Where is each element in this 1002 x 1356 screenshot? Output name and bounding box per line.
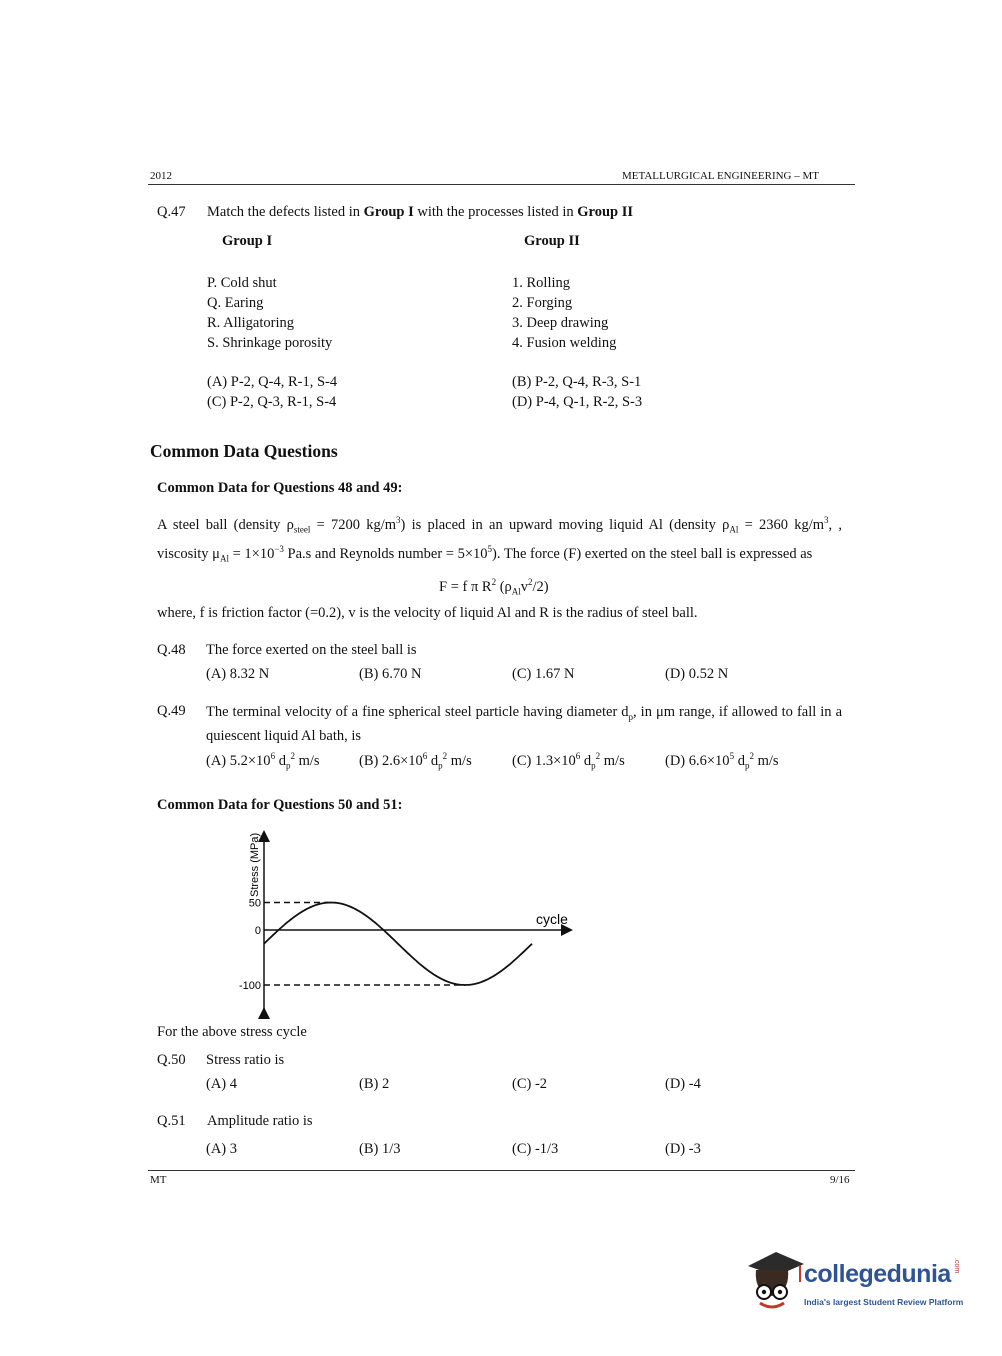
collegedunia-logo: [742, 1248, 972, 1318]
footer-rule: [148, 1170, 855, 1171]
header-year: 2012: [150, 170, 172, 182]
q49-option-a: (A) $5.2\times 10^6$ $d_p^2$ m/s: [206, 751, 320, 771]
q47-option-a: (A) P-2, Q-4, R-1, S-4: [207, 374, 338, 390]
group-1-list: [207, 273, 332, 353]
q49-option-d: (D) $6.6\times 10^5$ $d_p^2$ m/s: [665, 751, 779, 771]
header-paper-title: METALLURGICAL ENGINEERING – MT: [622, 170, 819, 182]
q49-stem: The terminal velocity of a fine spherical steel particle having diameter $d_p$, in μm range, if allowed to fall in a quiescent liquid Al bath, is: [206, 704, 842, 744]
q49-option-c: (C) $1.3\times 10^6$ $d_p^2$ m/s: [512, 751, 625, 771]
q49-number: Q.49: [157, 703, 186, 719]
q47-option-d: (D) P-4, Q-1, R-2, S-3: [512, 394, 643, 410]
q47-option-b: (B) P-2, Q-4, R-3, S-1: [512, 374, 642, 390]
force-formula: F = f π $R^2$ $(\rho_{Al}v^2/2)$: [439, 577, 549, 597]
q48-option-d: (D) 0.52 N: [665, 666, 729, 682]
q47-stem: Match the defects listed in Group I with the processes listed in Group II: [207, 204, 634, 220]
q50-stem: Stress ratio is: [206, 1052, 285, 1068]
q51-stem: Amplitude ratio is: [207, 1113, 313, 1129]
footer-page-number: 9/16: [830, 1174, 850, 1186]
q48-option-c: (C) 1.67 N: [512, 666, 575, 682]
q50-number: Q.50: [157, 1052, 186, 1068]
group-1-item: S. Shrinkage porosity: [207, 335, 333, 351]
q51-option-c: (C) -1/3: [512, 1141, 559, 1157]
q47-number: Q.47: [157, 204, 186, 220]
q48-number: Q.48: [157, 642, 186, 658]
group-2-item: 2. Forging: [512, 295, 573, 311]
q47-option-c: (C) P-2, Q-3, R-1, S-4: [207, 394, 337, 410]
logo-wordmark: collegedunia: [804, 1260, 951, 1288]
stress-cycle-caption: For the above stress cycle: [157, 1024, 307, 1040]
q48-option-b: (B) 6.70 N: [359, 666, 422, 682]
q51-number: Q.51: [157, 1113, 186, 1129]
q50-option-d: (D) -4: [665, 1076, 701, 1092]
footer-code: MT: [150, 1174, 167, 1186]
group-2-item: 3. Deep drawing: [512, 315, 609, 331]
q48-option-a: (A) 8.32 N: [206, 666, 270, 682]
q51-option-b: (B) 1/3: [359, 1141, 401, 1157]
logo-tagline: India's largest Student Review Platform: [804, 1297, 964, 1307]
formula-where-text: where, f is friction factor (=0.2), v is the velocity of liquid Al and R is the radius of steel ball.: [157, 605, 698, 621]
q51-option-d: (D) -3: [665, 1141, 701, 1157]
stress-curve: [264, 903, 532, 986]
group-1-item: P. Cold shut: [207, 275, 277, 291]
group-2-item: 1. Rolling: [512, 275, 571, 291]
q50-option-b: (B) 2: [359, 1076, 390, 1092]
common-data-1-title: Common Data for Questions 48 and 49:: [157, 480, 403, 496]
group-2-list: [512, 273, 616, 353]
y-tick-label: 50: [248, 897, 261, 910]
y-axis-label: Stress (MPa): [249, 832, 261, 897]
logo-dotcom: .com: [953, 1258, 960, 1274]
y-tick-label: 0: [254, 925, 261, 937]
q50-option-c: (C) -2: [512, 1076, 548, 1092]
group-2-title: Group II: [524, 233, 580, 249]
group-2-item: 4. Fusion welding: [512, 335, 617, 351]
q48-stem: The force exerted on the steel ball is: [206, 642, 417, 658]
header-rule: [148, 184, 855, 185]
x-axis-label: cycle: [536, 911, 568, 927]
q51-option-a: (A) 3: [206, 1141, 238, 1157]
common-data-2-title: Common Data for Questions 50 and 51:: [157, 797, 403, 813]
y-tick-label: -100: [238, 980, 261, 992]
stress-cycle-chart: [230, 825, 590, 1020]
group-1-item: R. Alligatoring: [207, 315, 294, 331]
q49-option-b: (B) $2.6\times 10^6$ $d_p^2$ m/s: [359, 751, 472, 771]
common-data-1-paragraph: A steel ball (density $\rho_{steel} = 7200$ $kg/m^3$) is placed in an upward moving liquid Al (density $\rho_{Al} = 2360$ $kg/m^3$, , viscosity $\mu_{Al} = 1\times 10^{-3}$ Pa.s and Reynolds number = $5\times 10^5$). The force (F) exerted on the steel ball is expressed as: [157, 515, 842, 564]
group-1-title: Group I: [222, 233, 273, 249]
group-1-item: Q. Earing: [207, 295, 264, 311]
section-title: Common Data Questions: [150, 441, 338, 461]
q50-option-a: (A) 4: [206, 1076, 238, 1092]
mascot-icon: [742, 1248, 806, 1318]
